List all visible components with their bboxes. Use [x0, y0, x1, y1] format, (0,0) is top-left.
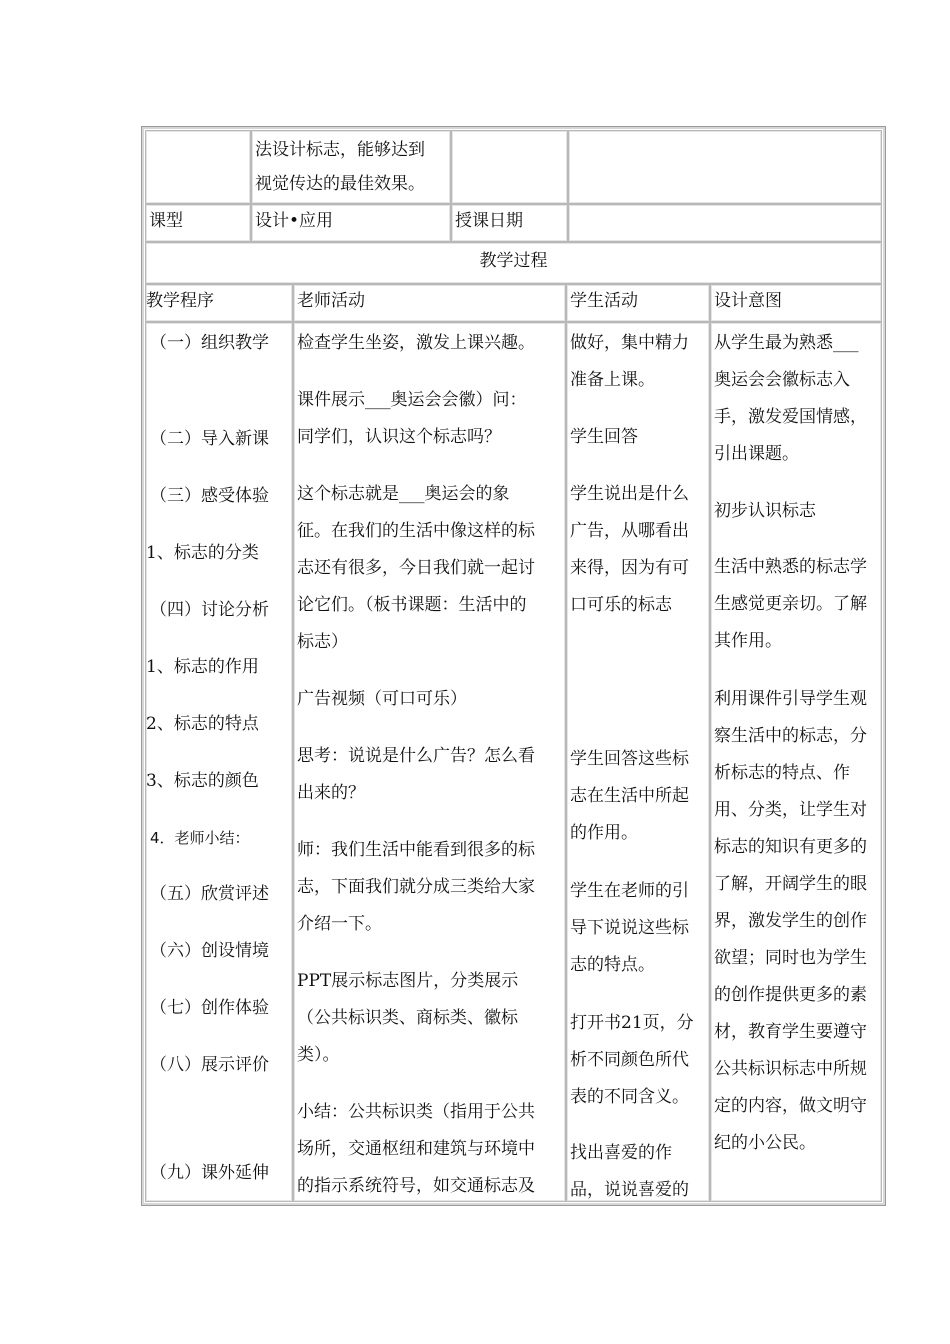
procedure-item: （三）感受体验 [150, 486, 269, 506]
row1-blank-cell [145, 130, 251, 204]
procedure-item: （六）创设情境 [150, 941, 269, 961]
procedure-item: 1、标志的分类 [146, 543, 259, 563]
procedure-item: （九）课外延伸 [150, 1163, 269, 1183]
lesson-type-value: 设计•应用 [251, 204, 451, 242]
teacher-line: 思考：说说是什么广告？怎么看 [297, 746, 535, 766]
header-student: 学生活动 [566, 284, 710, 322]
intent-line: 初步认识标志 [714, 501, 816, 521]
teacher-line: 师：我们生活中能看到很多的标 [297, 840, 535, 860]
student-line: 学生在老师的引 [570, 881, 689, 901]
intent-line: 材，教育学生要遵守 [714, 1022, 867, 1042]
procedure-item: （八）展示评价 [150, 1055, 269, 1075]
teacher-line: 论它们。（板书课题：生活中的 [297, 595, 527, 615]
teacher-line: PPT展示标志图片，分类展示 [297, 971, 519, 991]
intent-line: 定的内容，做文明守 [714, 1096, 867, 1116]
teacher-line: 出来的？ [297, 783, 365, 803]
teacher-line: 征。在我们的生活中像这样的标 [297, 521, 535, 541]
intent-line: 察生活中的标志，分 [714, 726, 867, 746]
procedure-item: 1、标志的作用 [146, 657, 259, 677]
objective-line-2: 视觉传达的最佳效果。 [255, 174, 425, 194]
intent-line: 的创作提供更多的素 [714, 985, 867, 1005]
intent-line: 界，激发学生的创作 [714, 911, 867, 931]
intent-line: 手，激发爱国情感， [714, 407, 867, 427]
intent-line: 公共标识标志中所规 [714, 1059, 867, 1079]
procedure-item: 4．老师小结： [150, 829, 250, 847]
procedure-column [145, 322, 293, 1202]
intent-line: 其作用。 [714, 631, 782, 651]
student-line: 学生回答 [570, 427, 638, 447]
row1-blank-cell-4 [568, 130, 882, 204]
student-line: 表的不同含义。 [570, 1087, 689, 1107]
process-title: 教学过程 [145, 242, 882, 284]
teacher-line: 检查学生坐姿，激发上课兴趣。 [297, 333, 535, 353]
teacher-line: 志，下面我们就分成三类给大家 [297, 877, 535, 897]
header-intent: 设计意图 [710, 284, 882, 322]
intent-line: 引出课题。 [714, 444, 799, 464]
teacher-line: 志还有很多，今日我们就一起讨 [297, 558, 535, 578]
header-procedure: 教学程序 [145, 284, 293, 322]
teacher-column [293, 322, 566, 1202]
lesson-type-label: 课型 [145, 204, 251, 242]
row1-blank-cell-3 [451, 130, 568, 204]
date-value [568, 204, 882, 242]
intent-line: 利用课件引导学生观 [714, 689, 867, 709]
intent-line: 奥运会会徽标志入 [714, 370, 850, 390]
intent-line: 用、分类，让学生对 [714, 800, 867, 820]
teacher-line: 的指示系统符号，如交通标志及 [297, 1176, 535, 1196]
student-line: 导下说说这些标 [570, 918, 689, 938]
student-line: 的作用。 [570, 823, 638, 843]
procedure-item: 3、标志的颜色 [146, 771, 259, 791]
procedure-item: （二）导入新课 [150, 429, 269, 449]
intent-line: 标志的知识有更多的 [714, 837, 867, 857]
intent-line: 析标志的特点、作 [714, 763, 850, 783]
procedure-item: 2、标志的特点 [146, 714, 259, 734]
header-teacher: 老师活动 [293, 284, 566, 322]
procedure-item: （五）欣赏评述 [150, 884, 269, 904]
student-line: 找出喜爱的作 [570, 1143, 672, 1163]
teacher-line: 广告视频（可口可乐） [297, 689, 467, 709]
objective-cell [251, 130, 451, 204]
intent-line: 生感觉更亲切。了解 [714, 594, 867, 614]
objective-line-1: 法设计标志，能够达到 [255, 140, 425, 160]
student-line: 准备上课。 [570, 370, 655, 390]
student-column [566, 322, 710, 1202]
student-line: 学生回答这些标 [570, 749, 689, 769]
teacher-line: 标志） [297, 632, 348, 652]
teacher-line: 课件展示___奥运会会徽）问： [297, 390, 527, 410]
student-line: 打开书21页，分 [570, 1013, 694, 1033]
intent-line: 生活中熟悉的标志学 [714, 557, 867, 577]
teacher-line: 小结：公共标识类（指用于公共 [297, 1102, 535, 1122]
intent-column [710, 322, 882, 1202]
student-line: 析不同颜色所代 [570, 1050, 689, 1070]
date-label: 授课日期 [451, 204, 568, 242]
procedure-item: （七）创作体验 [150, 998, 269, 1018]
procedure-item: （一）组织教学 [150, 333, 269, 353]
student-line: 品，说说喜爱的 [570, 1180, 689, 1200]
student-line: 来得，因为有可 [570, 558, 689, 578]
teacher-line: 介绍一下。 [297, 914, 382, 934]
student-line: 口可乐的标志 [570, 595, 672, 615]
intent-line: 欲望；同时也为学生 [714, 948, 867, 968]
student-line: 广告，从哪看出 [570, 521, 689, 541]
teacher-line: 类）。 [297, 1045, 340, 1065]
intent-line: 纪的小公民。 [714, 1133, 816, 1153]
student-line: 志在生活中所起 [570, 786, 689, 806]
teacher-line: 这个标志就是___奥运会的象 [297, 484, 510, 504]
intent-line: 从学生最为熟悉___ [714, 333, 859, 353]
teacher-line: （公共标识类、商标类、徽标 [297, 1008, 518, 1028]
intent-line: 了解，开阔学生的眼 [714, 874, 867, 894]
teacher-line: 同学们，认识这个标志吗？ [297, 427, 501, 447]
student-line: 学生说出是什么 [570, 484, 689, 504]
student-line: 做好，集中精力 [570, 333, 689, 353]
student-line: 志的特点。 [570, 955, 655, 975]
procedure-item: （四）讨论分析 [150, 600, 269, 620]
teacher-line: 场所，交通枢纽和建筑与环境中 [297, 1139, 535, 1159]
